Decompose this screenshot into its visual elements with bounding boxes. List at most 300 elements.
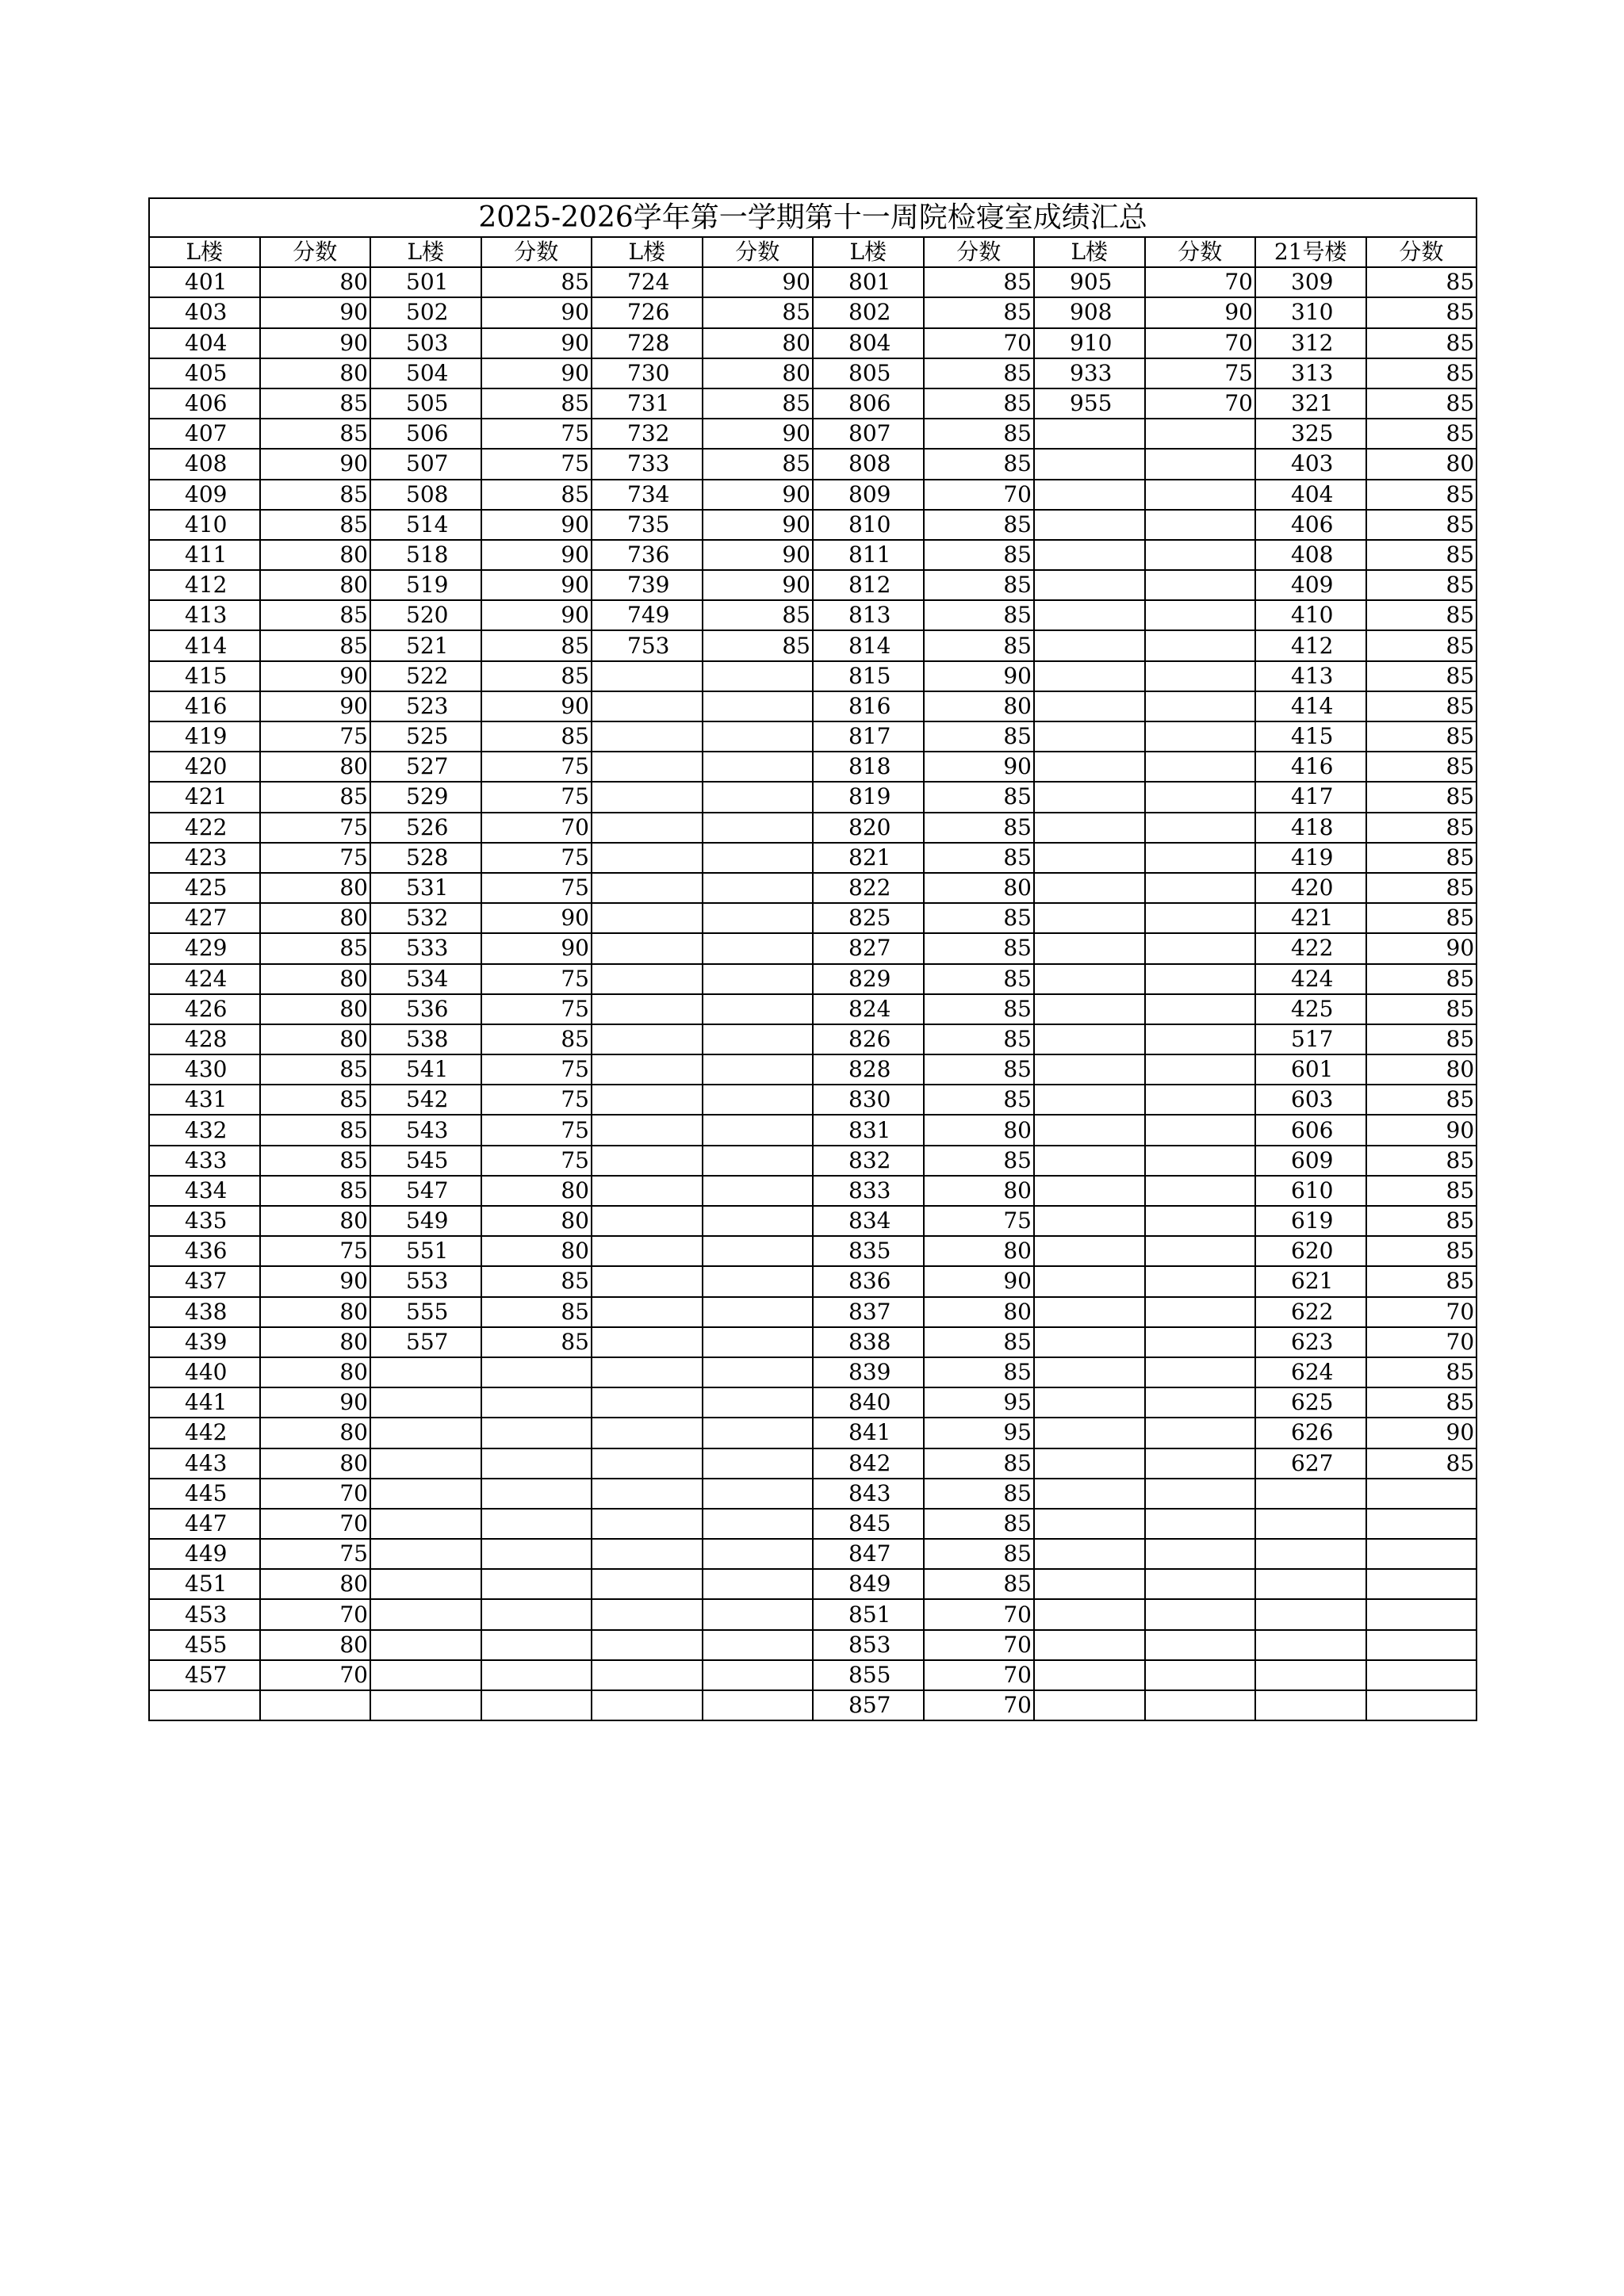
room-number-cell <box>1034 1024 1145 1054</box>
score-cell: 90 <box>481 570 592 600</box>
score-cell <box>1145 600 1256 630</box>
table-row <box>149 267 1477 297</box>
room-number-cell: 420 <box>149 752 260 782</box>
room-number-cell: 538 <box>370 1024 481 1054</box>
room-number-cell: 724 <box>592 267 703 297</box>
room-number-cell <box>592 1479 703 1509</box>
room-number-cell <box>1255 1630 1366 1660</box>
score-cell: 85 <box>1366 1146 1477 1176</box>
room-number-cell: 739 <box>592 570 703 600</box>
score-cell: 80 <box>260 570 371 600</box>
room-number-cell: 425 <box>149 873 260 903</box>
score-cell <box>1145 1599 1256 1629</box>
score-cell: 80 <box>703 328 814 358</box>
score-cell: 70 <box>1145 388 1256 419</box>
score-cell: 90 <box>260 449 371 479</box>
room-number-cell <box>1034 1266 1145 1296</box>
score-cell: 70 <box>924 1630 1035 1660</box>
score-cell: 90 <box>1366 933 1477 963</box>
score-cell: 85 <box>924 540 1035 570</box>
score-cell: 80 <box>924 873 1035 903</box>
score-cell: 80 <box>924 1176 1035 1206</box>
room-number-cell: 834 <box>813 1206 924 1236</box>
score-cell: 70 <box>924 1660 1035 1690</box>
score-cell <box>1366 1690 1477 1720</box>
room-number-cell: 457 <box>149 1660 260 1690</box>
room-number-cell <box>1034 1479 1145 1509</box>
room-number-cell <box>1255 1479 1366 1509</box>
room-number-cell: 838 <box>813 1327 924 1357</box>
score-cell: 80 <box>260 358 371 388</box>
score-cell: 85 <box>260 480 371 510</box>
table-row <box>149 1509 1477 1539</box>
room-number-cell: 816 <box>813 691 924 721</box>
room-number-cell: 626 <box>1255 1418 1366 1448</box>
title-row <box>149 198 1477 237</box>
score-cell: 75 <box>481 449 592 479</box>
table-row <box>149 600 1477 630</box>
score-cell <box>481 1357 592 1387</box>
score-cell: 85 <box>481 721 592 752</box>
score-cell: 95 <box>924 1387 1035 1418</box>
room-number-cell: 436 <box>149 1236 260 1266</box>
room-number-cell <box>370 1357 481 1387</box>
room-number-cell: 421 <box>1255 903 1366 933</box>
room-number-cell <box>592 1236 703 1266</box>
room-number-cell: 418 <box>1255 813 1366 843</box>
room-number-cell: 735 <box>592 510 703 540</box>
room-number-cell <box>149 1690 260 1720</box>
room-number-cell <box>592 1599 703 1629</box>
score-cell: 90 <box>703 510 814 540</box>
room-number-cell <box>1255 1509 1366 1539</box>
score-cell <box>1145 1266 1256 1296</box>
room-number-cell: 403 <box>1255 449 1366 479</box>
room-number-cell: 502 <box>370 297 481 327</box>
room-number-cell <box>370 1630 481 1660</box>
room-number-cell: 422 <box>149 813 260 843</box>
room-number-cell: 523 <box>370 691 481 721</box>
score-cell: 90 <box>260 297 371 327</box>
room-number-cell <box>1034 630 1145 660</box>
room-number-cell: 811 <box>813 540 924 570</box>
score-cell: 85 <box>260 1146 371 1176</box>
room-number-cell <box>1034 1085 1145 1115</box>
score-cell: 85 <box>924 994 1035 1024</box>
room-number-cell <box>1034 964 1145 994</box>
score-cell: 90 <box>481 358 592 388</box>
score-cell: 85 <box>703 600 814 630</box>
room-number-cell: 445 <box>149 1479 260 1509</box>
score-cell: 90 <box>703 540 814 570</box>
score-cell <box>703 1024 814 1054</box>
room-number-cell: 447 <box>149 1509 260 1539</box>
score-cell: 70 <box>260 1509 371 1539</box>
score-cell: 75 <box>481 873 592 903</box>
score-cell: 95 <box>924 1418 1035 1448</box>
room-number-cell: 809 <box>813 480 924 510</box>
score-cell <box>1145 630 1256 660</box>
score-cell <box>481 1479 592 1509</box>
room-number-cell: 503 <box>370 328 481 358</box>
room-number-cell: 734 <box>592 480 703 510</box>
score-cell <box>1145 1448 1256 1479</box>
score-cell: 80 <box>260 873 371 903</box>
room-number-cell: 525 <box>370 721 481 752</box>
room-number-cell <box>592 1539 703 1569</box>
score-cell: 85 <box>1366 873 1477 903</box>
room-number-cell: 824 <box>813 994 924 1024</box>
score-cell: 90 <box>260 328 371 358</box>
room-number-cell: 504 <box>370 358 481 388</box>
room-number-cell: 543 <box>370 1115 481 1145</box>
room-number-cell <box>592 1266 703 1296</box>
score-cell: 90 <box>924 752 1035 782</box>
score-cell: 85 <box>1366 510 1477 540</box>
score-cell: 85 <box>924 1327 1035 1357</box>
room-number-cell: 520 <box>370 600 481 630</box>
score-cell: 85 <box>260 1085 371 1115</box>
room-number-cell: 526 <box>370 813 481 843</box>
score-cell: 75 <box>481 843 592 873</box>
room-number-cell: 730 <box>592 358 703 388</box>
score-cell: 85 <box>260 782 371 812</box>
room-number-cell: 435 <box>149 1206 260 1236</box>
room-number-cell: 806 <box>813 388 924 419</box>
score-cell: 85 <box>481 480 592 510</box>
score-cell: 85 <box>924 358 1035 388</box>
room-number-cell <box>592 1115 703 1145</box>
score-cell: 85 <box>924 600 1035 630</box>
score-cell <box>1145 752 1256 782</box>
room-number-cell: 431 <box>149 1085 260 1115</box>
column-header-building: L楼 <box>592 237 703 267</box>
score-cell: 85 <box>924 510 1035 540</box>
score-cell: 90 <box>703 480 814 510</box>
room-number-cell: 830 <box>813 1085 924 1115</box>
room-number-cell <box>592 964 703 994</box>
room-number-cell: 817 <box>813 721 924 752</box>
room-number-cell: 606 <box>1255 1115 1366 1145</box>
table-row <box>149 1024 1477 1054</box>
room-number-cell: 609 <box>1255 1146 1366 1176</box>
room-number-cell: 726 <box>592 297 703 327</box>
room-number-cell: 430 <box>149 1054 260 1085</box>
room-number-cell: 827 <box>813 933 924 963</box>
score-cell <box>1145 1357 1256 1387</box>
score-cell: 85 <box>924 449 1035 479</box>
score-cell: 80 <box>260 1569 371 1599</box>
room-number-cell: 601 <box>1255 1054 1366 1085</box>
room-number-cell: 443 <box>149 1448 260 1479</box>
score-cell <box>703 1690 814 1720</box>
room-number-cell: 620 <box>1255 1236 1366 1266</box>
room-number-cell: 404 <box>149 328 260 358</box>
score-cell <box>703 1418 814 1448</box>
room-number-cell: 845 <box>813 1509 924 1539</box>
room-number-cell: 404 <box>1255 480 1366 510</box>
score-cell: 90 <box>703 419 814 449</box>
room-number-cell: 424 <box>149 964 260 994</box>
score-cell: 90 <box>260 1387 371 1418</box>
table-row <box>149 540 1477 570</box>
table-row <box>149 1599 1477 1629</box>
room-number-cell <box>1034 600 1145 630</box>
room-number-cell <box>592 752 703 782</box>
room-number-cell <box>592 1418 703 1448</box>
score-cell: 80 <box>260 1357 371 1387</box>
room-number-cell <box>592 1357 703 1387</box>
room-number-cell: 819 <box>813 782 924 812</box>
room-number-cell <box>370 1599 481 1629</box>
room-number-cell <box>1034 782 1145 812</box>
table-row <box>149 630 1477 660</box>
table-row <box>149 1539 1477 1569</box>
score-cell: 85 <box>924 1024 1035 1054</box>
room-number-cell: 835 <box>813 1236 924 1266</box>
score-cell: 75 <box>481 752 592 782</box>
score-cell: 80 <box>260 540 371 570</box>
room-number-cell: 514 <box>370 510 481 540</box>
score-cell: 85 <box>481 1327 592 1357</box>
score-cell: 85 <box>924 1569 1035 1599</box>
table-row <box>149 1266 1477 1296</box>
table-row <box>149 1448 1477 1479</box>
score-cell: 85 <box>260 600 371 630</box>
score-cell: 80 <box>1366 1054 1477 1085</box>
score-cell: 70 <box>924 1690 1035 1720</box>
score-cell: 85 <box>1366 540 1477 570</box>
room-number-cell: 802 <box>813 297 924 327</box>
room-number-cell <box>1255 1660 1366 1690</box>
room-number-cell: 410 <box>1255 600 1366 630</box>
room-number-cell: 419 <box>149 721 260 752</box>
room-number-cell: 423 <box>149 843 260 873</box>
table-row <box>149 1418 1477 1448</box>
score-cell: 85 <box>924 1146 1035 1176</box>
score-cell: 80 <box>260 752 371 782</box>
score-cell: 90 <box>924 1266 1035 1296</box>
room-number-cell: 841 <box>813 1418 924 1448</box>
score-cell: 85 <box>1366 721 1477 752</box>
room-number-cell <box>1255 1690 1366 1720</box>
score-cell: 70 <box>1145 328 1256 358</box>
table-row <box>149 782 1477 812</box>
score-cell <box>703 903 814 933</box>
room-number-cell <box>1034 721 1145 752</box>
score-cell <box>1145 873 1256 903</box>
score-cell: 70 <box>1145 267 1256 297</box>
score-cell <box>1145 813 1256 843</box>
room-number-cell: 410 <box>149 510 260 540</box>
score-cell: 85 <box>924 297 1035 327</box>
score-cell: 80 <box>260 994 371 1024</box>
room-number-cell: 849 <box>813 1569 924 1599</box>
table-row <box>149 1176 1477 1206</box>
table-row <box>149 1236 1477 1266</box>
room-number-cell: 401 <box>149 267 260 297</box>
room-number-cell: 522 <box>370 661 481 691</box>
score-cell: 80 <box>481 1236 592 1266</box>
score-cell: 70 <box>924 328 1035 358</box>
score-cell <box>481 1569 592 1599</box>
score-cell <box>703 843 814 873</box>
room-number-cell: 533 <box>370 933 481 963</box>
score-cell <box>1145 1176 1256 1206</box>
room-number-cell: 419 <box>1255 843 1366 873</box>
score-cell: 80 <box>260 1327 371 1357</box>
score-cell: 90 <box>260 1266 371 1296</box>
score-cell <box>1145 1146 1256 1176</box>
score-cell: 85 <box>1366 630 1477 660</box>
score-cell: 85 <box>1366 419 1477 449</box>
room-number-cell: 421 <box>149 782 260 812</box>
score-cell <box>703 933 814 963</box>
score-cell <box>1145 1024 1256 1054</box>
score-cell <box>703 1479 814 1509</box>
room-number-cell <box>1255 1569 1366 1599</box>
score-cell: 75 <box>260 813 371 843</box>
room-number-cell: 506 <box>370 419 481 449</box>
score-cell <box>260 1690 371 1720</box>
room-number-cell: 555 <box>370 1297 481 1327</box>
room-number-cell: 312 <box>1255 328 1366 358</box>
table-row <box>149 328 1477 358</box>
room-number-cell: 453 <box>149 1599 260 1629</box>
score-cell: 85 <box>1366 1266 1477 1296</box>
column-header-building: L楼 <box>149 237 260 267</box>
score-cell <box>1145 570 1256 600</box>
score-cell <box>703 1660 814 1690</box>
room-number-cell: 416 <box>149 691 260 721</box>
score-cell: 80 <box>703 358 814 388</box>
room-number-cell: 557 <box>370 1327 481 1357</box>
room-number-cell: 415 <box>1255 721 1366 752</box>
room-number-cell <box>1034 1387 1145 1418</box>
table-row <box>149 661 1477 691</box>
score-cell <box>1145 782 1256 812</box>
score-cell: 75 <box>481 1085 592 1115</box>
room-number-cell: 441 <box>149 1387 260 1418</box>
score-cell: 80 <box>924 1236 1035 1266</box>
score-cell: 80 <box>260 267 371 297</box>
table-row <box>149 1146 1477 1176</box>
score-cell <box>481 1387 592 1418</box>
score-cell <box>1145 721 1256 752</box>
score-cell <box>703 721 814 752</box>
score-cell <box>703 1357 814 1387</box>
score-cell: 85 <box>703 297 814 327</box>
room-number-cell: 422 <box>1255 933 1366 963</box>
column-header-building: L楼 <box>1034 237 1145 267</box>
score-cell: 85 <box>924 721 1035 752</box>
score-cell: 85 <box>924 1054 1035 1085</box>
score-cell <box>703 994 814 1024</box>
score-cell: 90 <box>481 600 592 630</box>
table-row <box>149 752 1477 782</box>
score-cell <box>1145 933 1256 963</box>
score-cell: 85 <box>1366 600 1477 630</box>
room-number-cell <box>1034 419 1145 449</box>
room-number-cell <box>592 1327 703 1357</box>
room-number-cell: 733 <box>592 449 703 479</box>
score-cell <box>1366 1479 1477 1509</box>
room-number-cell: 814 <box>813 630 924 660</box>
room-number-cell: 542 <box>370 1085 481 1115</box>
room-number-cell <box>1255 1599 1366 1629</box>
room-number-cell <box>1034 1297 1145 1327</box>
room-number-cell <box>592 782 703 812</box>
room-number-cell: 408 <box>149 449 260 479</box>
score-cell: 85 <box>260 1176 371 1206</box>
score-cell: 75 <box>481 964 592 994</box>
score-cell <box>1145 419 1256 449</box>
room-number-cell: 731 <box>592 388 703 419</box>
room-number-cell: 753 <box>592 630 703 660</box>
room-number-cell: 840 <box>813 1387 924 1418</box>
score-cell <box>1145 1297 1256 1327</box>
room-number-cell <box>592 1509 703 1539</box>
table-row <box>149 1660 1477 1690</box>
room-number-cell <box>1034 1176 1145 1206</box>
score-cell: 85 <box>481 267 592 297</box>
score-cell: 85 <box>924 1448 1035 1479</box>
score-cell: 80 <box>260 1630 371 1660</box>
room-number-cell <box>1034 1115 1145 1145</box>
room-number-cell: 424 <box>1255 964 1366 994</box>
room-number-cell <box>370 1569 481 1599</box>
table-row <box>149 1630 1477 1660</box>
room-number-cell: 518 <box>370 540 481 570</box>
score-cell <box>703 1509 814 1539</box>
score-cell: 75 <box>260 843 371 873</box>
score-cell: 85 <box>260 510 371 540</box>
room-number-cell <box>1034 1690 1145 1720</box>
score-cell: 75 <box>1145 358 1256 388</box>
column-header-building: L楼 <box>370 237 481 267</box>
room-number-cell: 621 <box>1255 1266 1366 1296</box>
room-number-cell: 732 <box>592 419 703 449</box>
score-cell <box>1145 449 1256 479</box>
room-number-cell: 439 <box>149 1327 260 1357</box>
room-number-cell: 455 <box>149 1630 260 1660</box>
table-row <box>149 1054 1477 1085</box>
score-cell: 75 <box>260 721 371 752</box>
score-cell: 75 <box>481 782 592 812</box>
room-number-cell: 820 <box>813 813 924 843</box>
room-number-cell <box>1034 661 1145 691</box>
column-header-score: 分数 <box>260 237 371 267</box>
room-number-cell <box>592 721 703 752</box>
score-cell: 85 <box>1366 297 1477 327</box>
room-number-cell <box>370 1539 481 1569</box>
table-row <box>149 1327 1477 1357</box>
score-cell: 85 <box>1366 328 1477 358</box>
table-row <box>149 721 1477 752</box>
room-number-cell <box>592 933 703 963</box>
score-cell <box>703 1115 814 1145</box>
score-cell: 85 <box>924 903 1035 933</box>
room-number-cell: 519 <box>370 570 481 600</box>
score-cell: 90 <box>481 297 592 327</box>
score-cell: 85 <box>1366 843 1477 873</box>
table-row <box>149 358 1477 388</box>
room-number-cell: 905 <box>1034 267 1145 297</box>
score-cell: 85 <box>481 1024 592 1054</box>
score-cell: 80 <box>260 964 371 994</box>
score-cell <box>1145 964 1256 994</box>
table-row <box>149 964 1477 994</box>
